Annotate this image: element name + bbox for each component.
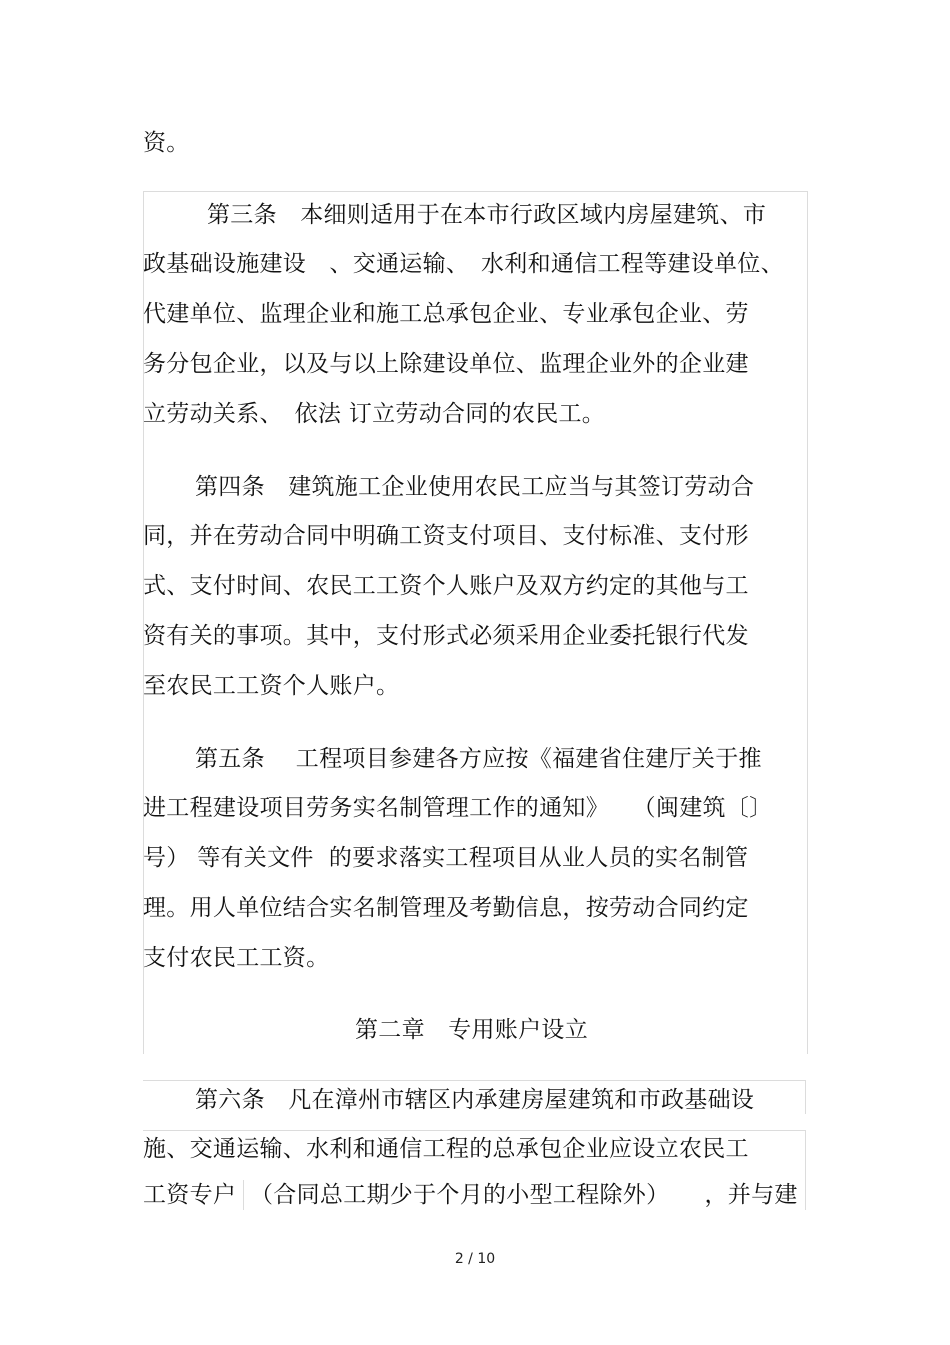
article-4-heading-line: 第四条 建筑施工企业使用农民工应当与其签订劳动合: [195, 474, 755, 500]
frame-edge-right: [805, 1080, 806, 1114]
text-line: 资有关的事项。其中，支付形式必须采用企业委托银行代发: [143, 623, 749, 649]
text-line: 支付农民工工资。: [143, 945, 330, 971]
frame-edge-right: [805, 1130, 806, 1210]
text-line: 理。用人单位结合实名制管理及考勤信息，按劳动合同约定: [143, 895, 749, 921]
article-6-heading-line: 第六条 凡在漳州市辖区内承建房屋建筑和市政基础设: [195, 1087, 755, 1113]
text-line: 同，并在劳动合同中明确工资支付项目、支付标准、支付形: [143, 523, 749, 549]
text-line: 务分包企业，以及与以上除建设单位、监理企业外的企业建: [143, 351, 749, 377]
text-line: 至农民工工资个人账户。: [143, 673, 400, 699]
frame-divider: [143, 1080, 805, 1081]
text-line: 式、支付时间、农民工工资个人账户及双方约定的其他与工: [143, 573, 749, 599]
text-line: 资。: [143, 130, 190, 156]
article-3-heading-line: 第三条 本细则适用于在本市行政区域内房屋建筑、市: [207, 202, 767, 228]
chapter-heading: 第二章 专用账户设立: [355, 1017, 588, 1043]
text-line: 工资专户: [143, 1182, 237, 1208]
page-number: 2 / 10: [454, 1251, 496, 1267]
frame-divider: [143, 1130, 805, 1131]
article-5-heading-line: 第五条 工程项目参建各方应按《福建省住建厅关于推: [195, 746, 762, 772]
text-line: （合同总工期少于个月的小型工程除外） ，并与建: [250, 1182, 798, 1208]
text-line: 代建单位、监理企业和施工总承包企业、专业承包企业、劳: [143, 301, 749, 327]
text-line: 施、交通运输、水利和通信工程的总承包企业应设立农民工: [143, 1136, 749, 1162]
cell-separator: [243, 1180, 244, 1210]
text-line: 政基础设施建设 、交通运输、 水利和通信工程等建设单位、: [143, 251, 784, 277]
text-line: 进工程建设项目劳务实名制管理工作的通知》 （闽建筑〔〕: [143, 795, 773, 821]
text-line: 号） 等有关文件 的要求落实工程项目从业人员的实名制管: [143, 845, 749, 871]
text-line: 立劳动关系、 依法 订立劳动合同的农民工。: [143, 401, 606, 427]
